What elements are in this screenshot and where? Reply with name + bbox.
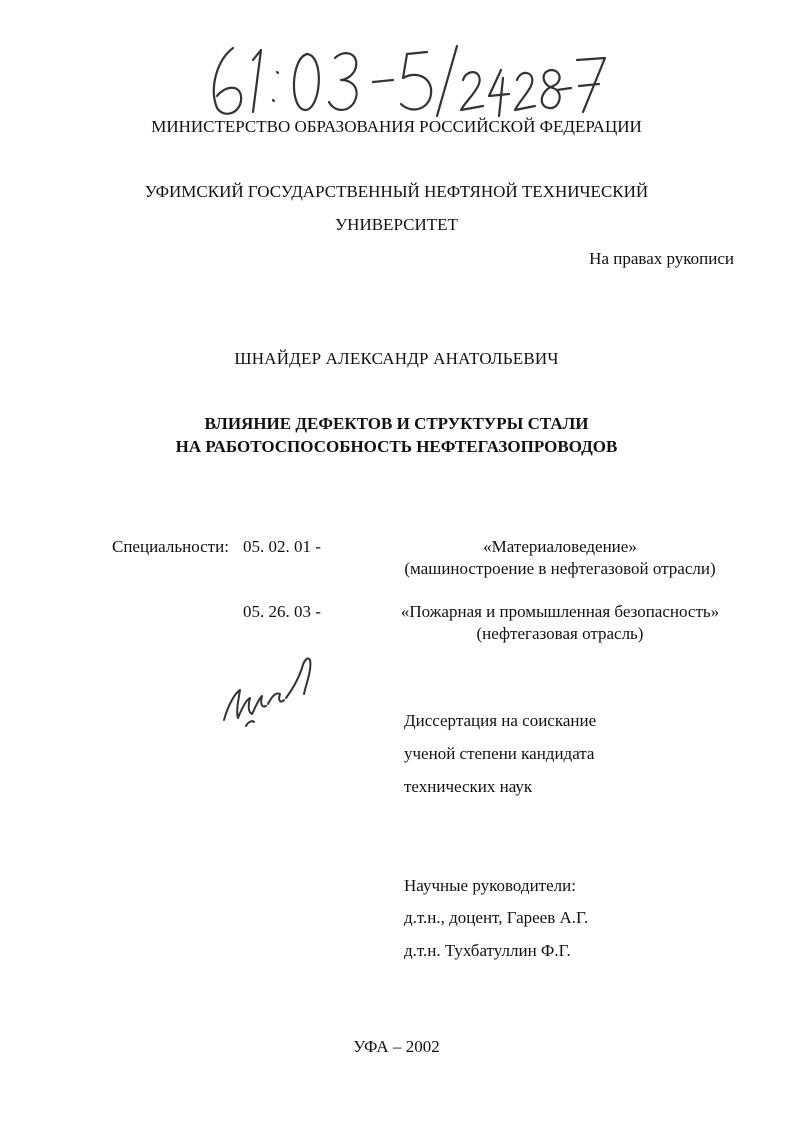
specialty-note-2: (нефтегазовая отрасль) [476, 624, 644, 643]
dissertation-line1: Диссертация на соискание [404, 711, 597, 730]
specialties-label: Специальности: [112, 537, 229, 556]
manuscript-rights-note: На правах рукописи [589, 249, 734, 268]
university-name-line1: УФИМСКИЙ ГОСУДАРСТВЕННЫЙ НЕФТЯНОЙ ТЕХНИЧЕСКИЙ [144, 182, 649, 201]
handwritten-archive-code [195, 30, 615, 120]
supervisors-label: Научные руководители: [404, 876, 576, 895]
thesis-title-line2: НА РАБОТОСПОСОБНОСТЬ НЕФТЕГАЗОПРОВОДОВ [175, 437, 618, 456]
specialty-code-2: 05. 26. 03 - [243, 602, 321, 621]
specialty-code-1: 05. 02. 01 - [243, 537, 321, 556]
handwritten-signature [218, 650, 328, 730]
city-year: УФА – 2002 [353, 1037, 440, 1056]
dissertation-line2: ученой степени кандидата [404, 744, 595, 763]
supervisor-1: д.т.н., доцент, Гареев А.Г. [404, 908, 589, 927]
specialty-name-1: «Материаловедение» [483, 537, 637, 556]
ministry-heading: МИНИСТЕРСТВО ОБРАЗОВАНИЯ РОССИЙСКОЙ ФЕДЕРАЦИИ [151, 117, 642, 136]
specialty-note-1: (машиностроение в нефтегазовой отрасли) [404, 559, 716, 578]
supervisor-2: д.т.н. Тухбатуллин Ф.Г. [404, 941, 571, 960]
specialty-name-2: «Пожарная и промышленная безопасность» [400, 602, 720, 621]
author-name: ШНАЙДЕР АЛЕКСАНДР АНАТОЛЬЕВИЧ [234, 349, 559, 368]
dissertation-line3: технических наук [404, 777, 533, 796]
university-name-line2: УНИВЕРСИТЕТ [335, 215, 458, 234]
thesis-title-line1: ВЛИЯНИЕ ДЕФЕКТОВ И СТРУКТУРЫ СТАЛИ [204, 414, 589, 433]
